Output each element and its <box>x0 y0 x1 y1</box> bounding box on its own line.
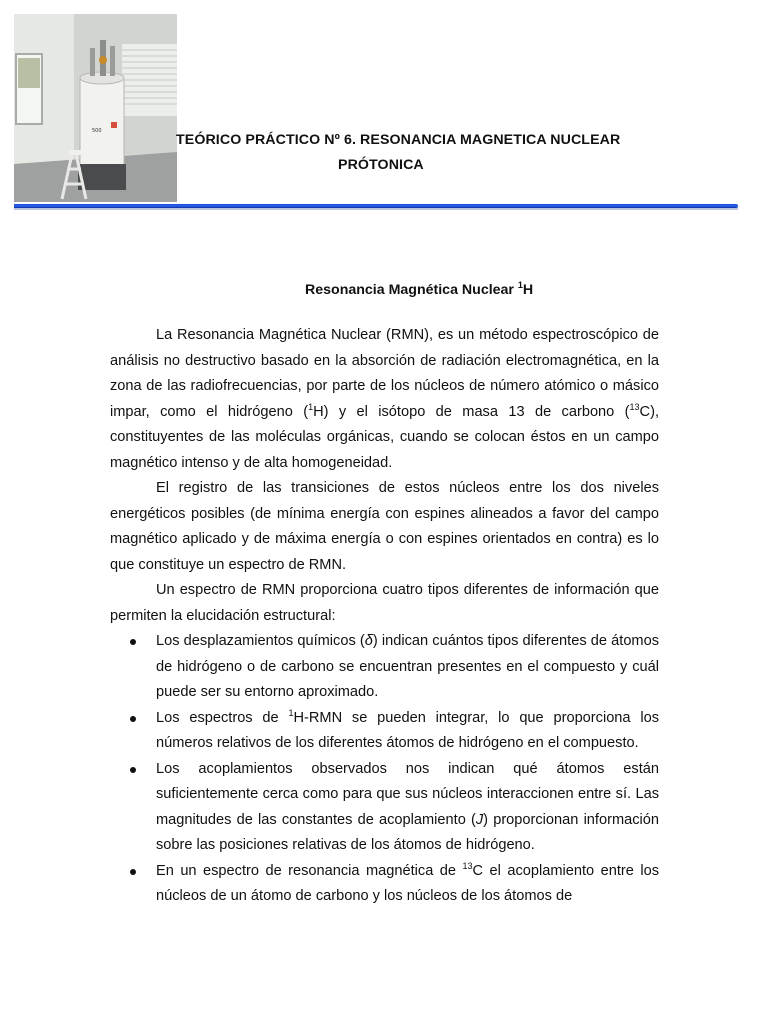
paragraph-1-text-a: La Resonancia Magnética Nuclear (RMN), es un método espectroscópico de análisis no destructivo basado en la absorción de radiación electromagnética, en la zona de las radiofrecuencias, por parte de los núcleos de número atómico o másico impar, como el hidrógeno ( <box>110 327 659 420</box>
svg-text:500: 500 <box>92 128 102 134</box>
list-item-4-text-a: En un espectro de resonancia magnética de <box>156 862 463 879</box>
section-title <box>305 282 533 298</box>
paragraph-1-sup-1: 1 <box>308 401 314 412</box>
paragraph-1-text-b: H) y el isótopo de masa 13 de carbono ( <box>313 403 630 420</box>
list-item-2-text-b: H-RMN se pueden integrar, lo que proporciona los números relativos de los diferentes átomos de hidrógeno en el compuesto. <box>156 709 660 751</box>
paragraph-2: El registro de las transiciones de estos núcleos entre los dos niveles energéticos posibles (de mínima energía con espines alineados a favor del campo magnético aplicado y de máxima energía o con espines orientados en contra) es lo que constituye un espectro de RMN. <box>110 480 659 573</box>
delta-symbol: δ <box>364 633 373 649</box>
paragraph-1-text-c: C), constituyentes de las moléculas orgánicas, cuando se colocan éstos en un campo magnético intenso y de alta homogeneidad. <box>110 403 660 471</box>
paragraph-3: Un espectro de RMN proporciona cuatro tipos diferentes de información que permiten la elucidación estructural: <box>110 582 659 624</box>
list-item <box>110 859 659 910</box>
list-item-4-sup: 13 <box>462 860 473 871</box>
bullet-icon <box>130 767 136 773</box>
header-title-line2: PRÓTONICA <box>338 157 424 173</box>
list-item-3-text-a: Los acoplamientos observados nos indican qué átomos están suficientemente cerca como para que sus núcleos interaccionen entre sí. Las magnitudes de las constantes de acoplamiento ( <box>156 760 659 828</box>
list-item-3-text-b: ) proporcionan información sobre las posiciones relativas de los átomos de hidrógeno. <box>156 811 660 853</box>
bullet-icon <box>130 869 136 875</box>
info-list <box>110 629 659 910</box>
nmr-spectrometer-photo <box>14 14 177 202</box>
header-divider-shadow <box>14 208 738 210</box>
header-title-line1: TEÓRICO PRÁCTICO Nº 6. RESONANCIA MAGNETICA NUCLEAR <box>176 132 621 148</box>
list-item-2-text-a: Los espectros de <box>156 709 289 726</box>
bullet-icon <box>130 716 136 722</box>
section-title-sup: 1 <box>517 280 523 290</box>
list-item-1-text-a: Los desplazamientos químicos ( <box>156 633 365 649</box>
section-title-text: Resonancia Magnética Nuclear <box>305 282 518 298</box>
j-symbol: J <box>475 811 484 828</box>
section-title-end: H <box>522 282 534 298</box>
paragraph-1-sup-2: 13 <box>629 401 640 412</box>
list-item <box>110 629 659 706</box>
list-item-1-text-b: ) indican cuántos tipos diferentes de átomos de hidrógeno o de carbono se encuentran presentes en el compuesto y cuál puede ser su entorno aproximado. <box>156 633 660 700</box>
bullet-icon <box>130 639 136 645</box>
list-item <box>110 706 659 757</box>
list-item-2-sup: 1 <box>288 707 294 718</box>
paragraph-1 <box>110 323 659 476</box>
list-item-4-text-b: C el acoplamiento entre los núcleos de un átomo de carbono y los núcleos de los átomos de <box>156 862 659 904</box>
body-text <box>110 323 659 910</box>
list-item <box>110 757 659 859</box>
